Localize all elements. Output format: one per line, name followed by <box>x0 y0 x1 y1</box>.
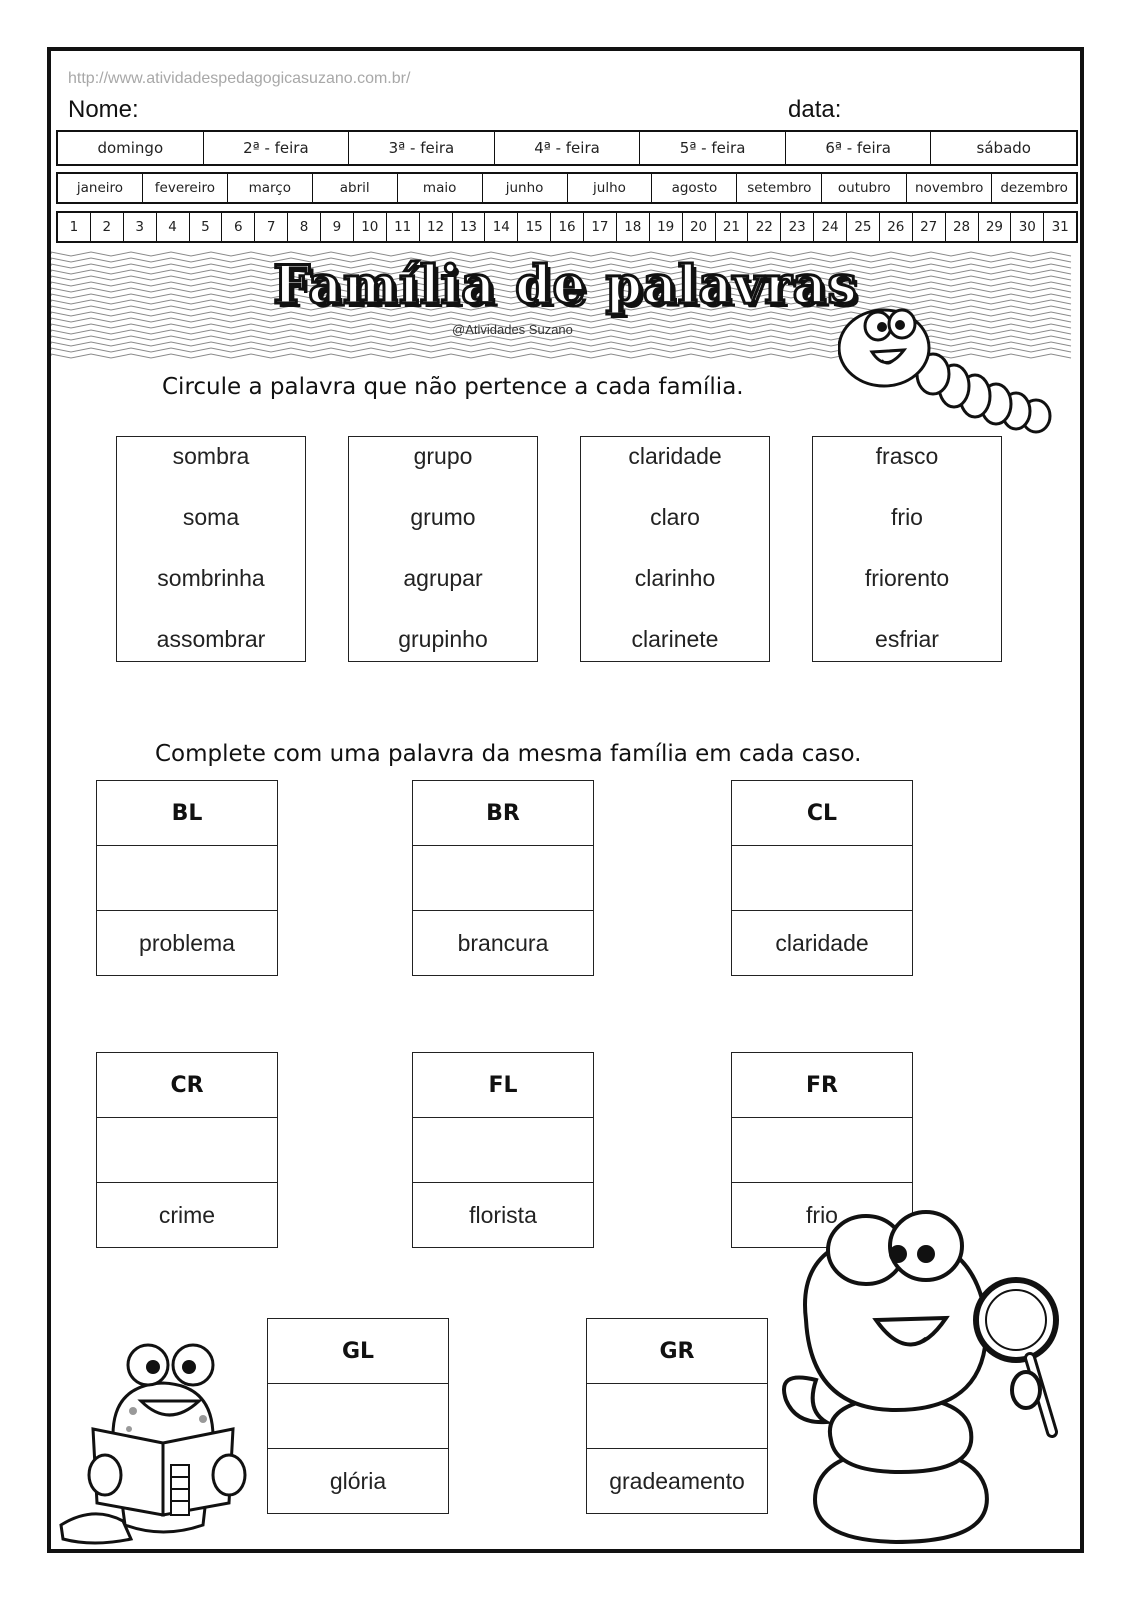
family-word[interactable]: frio <box>891 504 923 530</box>
month-cell[interactable]: abril <box>313 174 398 202</box>
month-cell[interactable]: julho <box>568 174 653 202</box>
day-cell[interactable]: 29 <box>979 213 1012 241</box>
credit-text: @Atividades Suzano <box>452 322 573 337</box>
weekday-cell[interactable]: 5ª - feira <box>640 132 786 164</box>
day-cell[interactable]: 30 <box>1011 213 1044 241</box>
complete-box-cl <box>731 780 913 976</box>
day-cell[interactable]: 10 <box>354 213 387 241</box>
month-row <box>56 172 1078 204</box>
family-word[interactable]: assombrar <box>156 626 266 652</box>
month-cell[interactable]: dezembro <box>1000 180 1068 196</box>
month-cell[interactable]: novembro <box>907 174 992 202</box>
worm-mascot-icon <box>838 298 1058 448</box>
given-word: gradeamento <box>609 1467 745 1494</box>
instruction-1: Circule a palavra que não pertence a cada família. <box>162 374 744 400</box>
complete-box-gl <box>267 1318 449 1514</box>
complete-box-gr <box>586 1318 768 1514</box>
answer-field[interactable] <box>97 846 277 911</box>
day-cell[interactable]: 14 <box>485 213 518 241</box>
family-box <box>348 436 538 662</box>
family-word[interactable]: grupo <box>413 443 473 469</box>
instruction-2: Complete com uma palavra da mesma família em cada caso. <box>155 741 862 767</box>
answer-field[interactable] <box>97 1118 277 1183</box>
day-cell[interactable]: 20 <box>683 213 716 241</box>
family-word[interactable]: clarinho <box>634 565 716 591</box>
family-box <box>116 436 306 662</box>
box-heading: FL <box>413 1053 593 1118</box>
day-cell[interactable]: 16 <box>551 213 584 241</box>
day-cell[interactable]: 6 <box>222 213 255 241</box>
month-cell[interactable]: junho <box>483 174 568 202</box>
day-cell[interactable]: 1 <box>58 213 91 241</box>
weekday-cell[interactable]: sábado <box>976 139 1031 157</box>
detective-worm-icon <box>776 1210 1076 1550</box>
family-word[interactable]: sombrinha <box>157 565 265 591</box>
day-cell[interactable]: 3 <box>124 213 157 241</box>
given-word: florista <box>469 1201 537 1228</box>
family-word[interactable]: esfriar <box>875 626 939 652</box>
weekday-row <box>56 130 1078 166</box>
family-word[interactable]: grumo <box>410 504 476 530</box>
month-cell[interactable]: outubro <box>822 174 907 202</box>
day-cell[interactable]: 19 <box>650 213 683 241</box>
family-word[interactable]: clarinete <box>631 626 719 652</box>
answer-field[interactable] <box>587 1384 767 1449</box>
day-cell[interactable]: 26 <box>880 213 913 241</box>
weekday-cell[interactable]: domingo <box>58 132 204 164</box>
day-cell[interactable]: 15 <box>518 213 551 241</box>
answer-field[interactable] <box>732 1118 912 1183</box>
answer-field[interactable] <box>732 846 912 911</box>
day-cell[interactable]: 21 <box>716 213 749 241</box>
day-cell[interactable]: 31 <box>1051 219 1069 235</box>
family-word[interactable]: agrupar <box>403 565 483 591</box>
given-word: crime <box>158 1201 216 1228</box>
answer-field[interactable] <box>268 1384 448 1449</box>
reading-dinosaur-icon <box>53 1325 268 1549</box>
day-cell[interactable]: 9 <box>321 213 354 241</box>
box-heading: BL <box>97 781 277 846</box>
complete-box-bl <box>96 780 278 976</box>
family-box <box>580 436 770 662</box>
family-word[interactable]: soma <box>182 504 240 530</box>
box-heading: FR <box>732 1053 912 1118</box>
day-cell[interactable]: 18 <box>617 213 650 241</box>
day-cell[interactable]: 13 <box>453 213 486 241</box>
day-cell[interactable]: 28 <box>946 213 979 241</box>
box-heading: CL <box>732 781 912 846</box>
weekday-cell[interactable]: 2ª - feira <box>204 132 350 164</box>
family-word[interactable]: sombra <box>172 443 250 469</box>
family-word[interactable]: friorento <box>864 565 950 591</box>
box-heading: BR <box>413 781 593 846</box>
family-word[interactable]: grupinho <box>398 626 488 652</box>
answer-field[interactable] <box>413 846 593 911</box>
complete-box-cr <box>96 1052 278 1248</box>
day-cell[interactable]: 17 <box>584 213 617 241</box>
complete-box-fl <box>412 1052 594 1248</box>
day-row <box>56 211 1078 243</box>
day-cell[interactable]: 12 <box>420 213 453 241</box>
day-cell[interactable]: 5 <box>190 213 223 241</box>
page-title: Família de palavras <box>273 255 858 316</box>
given-word: glória <box>329 1467 387 1494</box>
day-cell[interactable]: 4 <box>157 213 190 241</box>
month-cell[interactable]: agosto <box>652 174 737 202</box>
given-word: frio <box>806 1201 838 1228</box>
complete-box-br <box>412 780 594 976</box>
weekday-cell[interactable]: 4ª - feira <box>495 132 641 164</box>
box-heading: CR <box>97 1053 277 1118</box>
month-cell[interactable]: maio <box>398 174 483 202</box>
family-box <box>812 436 1002 662</box>
day-cell[interactable]: 24 <box>814 213 847 241</box>
month-cell[interactable]: março <box>228 174 313 202</box>
family-word[interactable]: claro <box>650 504 700 530</box>
family-word[interactable]: claridade <box>628 443 722 469</box>
answer-field[interactable] <box>413 1118 593 1183</box>
day-cell[interactable]: 11 <box>387 213 420 241</box>
given-word: problema <box>139 929 235 956</box>
date-label: data: <box>788 96 842 123</box>
name-label: Nome: <box>68 96 139 123</box>
day-cell[interactable]: 8 <box>288 213 321 241</box>
month-cell[interactable]: janeiro <box>58 174 143 202</box>
given-word: claridade <box>775 929 869 956</box>
website-url: http://www.atividadespedagogicasuzano.com.br/ <box>68 70 411 87</box>
month-cell[interactable]: fevereiro <box>143 174 228 202</box>
day-cell[interactable]: 25 <box>847 213 880 241</box>
month-cell[interactable]: setembro <box>737 174 822 202</box>
family-word[interactable]: frasco <box>875 443 939 469</box>
day-cell[interactable]: 27 <box>913 213 946 241</box>
box-heading: GR <box>587 1319 767 1384</box>
day-cell[interactable]: 22 <box>748 213 781 241</box>
day-cell[interactable]: 7 <box>255 213 288 241</box>
day-cell[interactable]: 23 <box>781 213 814 241</box>
given-word: brancura <box>457 929 549 956</box>
box-heading: GL <box>268 1319 448 1384</box>
weekday-cell[interactable]: 3ª - feira <box>349 132 495 164</box>
weekday-cell[interactable]: 6ª - feira <box>786 132 932 164</box>
day-cell[interactable]: 2 <box>91 213 124 241</box>
